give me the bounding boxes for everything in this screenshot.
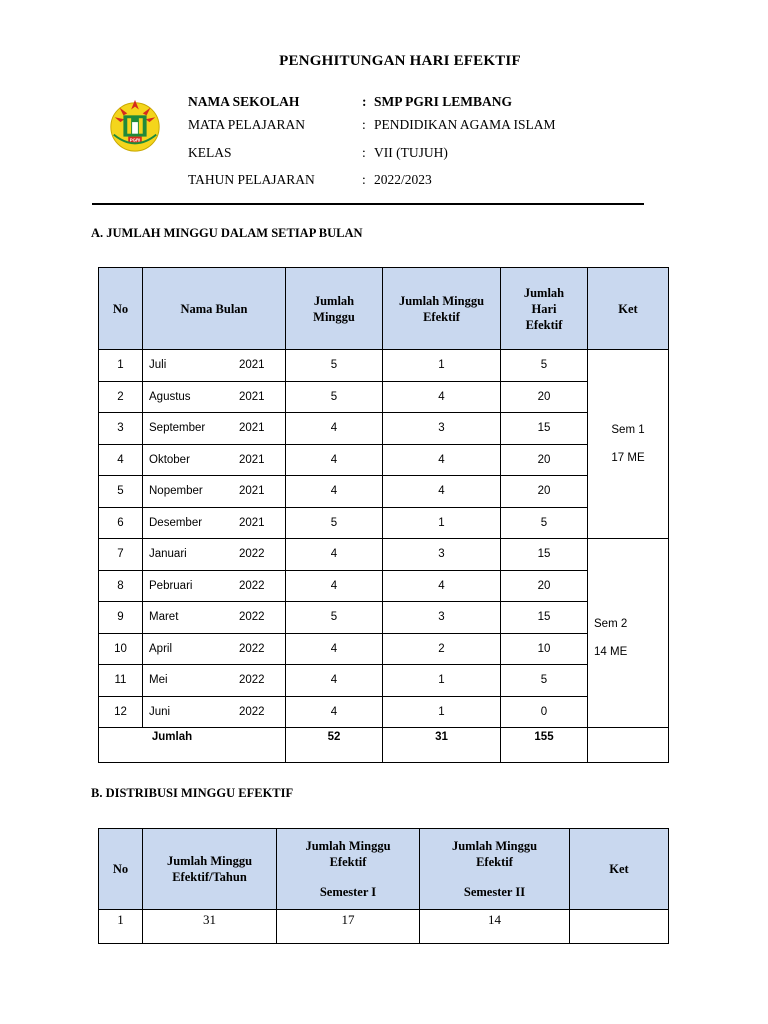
total-row	[99, 728, 669, 763]
cell-no: 11	[99, 665, 143, 697]
header-minggu-efektif: Jumlah Minggu Efektif	[383, 268, 501, 350]
month-year: 2021	[239, 516, 265, 529]
ket-line-1: Sem 1	[611, 424, 645, 436]
cell-hari-efektif: 5	[501, 350, 588, 382]
month-name: Maret	[149, 611, 179, 624]
table-row	[99, 413, 669, 445]
total-label: Jumlah	[99, 728, 286, 763]
cell-no: 2	[99, 381, 143, 413]
cell-no: 9	[99, 602, 143, 634]
cell-hari-efektif: 0	[501, 696, 588, 728]
info-value-year: 2022/2023	[374, 172, 432, 187]
total-hari: 155	[501, 728, 588, 763]
cell-jumlah-minggu: 5	[286, 381, 383, 413]
month-year: 2022	[239, 579, 265, 592]
cell-minggu-efektif: 4	[383, 476, 501, 508]
table-row	[99, 507, 669, 539]
cell-month	[143, 350, 286, 382]
cell-minggu-efektif: 1	[383, 665, 501, 697]
month-year: 2021	[239, 485, 265, 498]
info-value-subject: PENDIDIKAN AGAMA ISLAM	[374, 117, 556, 132]
header-semester-2-bottom: Semester II	[463, 885, 526, 899]
total-efektif: 31	[383, 728, 501, 763]
cell-ket-semester-1	[588, 350, 669, 539]
month-year: 2022	[239, 611, 265, 624]
cell-minggu-efektif: 2	[383, 633, 501, 665]
info-label-class: KELAS	[188, 145, 232, 160]
month-name: September	[149, 422, 206, 435]
table-row	[99, 539, 669, 571]
month-name: Desember	[149, 516, 203, 529]
cell-no: 3	[99, 413, 143, 445]
header-semester-1	[277, 829, 420, 910]
month-year: 2021	[239, 453, 265, 466]
cell-minggu-efektif: 3	[383, 413, 501, 445]
section-a-heading: A. JUMLAH MINGGU DALAM SETIAP BULAN	[91, 226, 363, 240]
info-label-subject: MATA PELAJARAN	[188, 117, 306, 132]
cell-minggu-efektif: 1	[383, 350, 501, 382]
cell-no: 8	[99, 570, 143, 602]
cell-no: 7	[99, 539, 143, 571]
cell-jumlah-minggu: 5	[286, 507, 383, 539]
logo-text: PGRI	[129, 137, 141, 143]
cell-jumlah-minggu: 4	[286, 570, 383, 602]
pgri-logo-icon	[106, 96, 164, 154]
ket-line-1: Sem 2	[594, 618, 628, 630]
cell-ket-semester-2	[588, 539, 669, 728]
cell-jumlah-minggu: 4	[286, 444, 383, 476]
table-header-row	[99, 268, 669, 350]
cell-minggu-efektif: 4	[383, 444, 501, 476]
cell-hari-efektif: 10	[501, 633, 588, 665]
cell-minggu-efektif: 3	[383, 602, 501, 634]
cell-no: 1	[99, 350, 143, 382]
cell-month	[143, 507, 286, 539]
month-year: 2022	[239, 705, 265, 718]
cell-sem1: 17	[277, 910, 420, 944]
cell-hari-efektif: 20	[501, 476, 588, 508]
cell-tahun: 31	[143, 910, 277, 944]
month-name: Oktober	[149, 453, 190, 466]
cell-no: 1	[99, 910, 143, 944]
header-no: No	[99, 268, 143, 350]
cell-hari-efektif: 20	[501, 444, 588, 476]
cell-month	[143, 539, 286, 571]
cell-month	[143, 381, 286, 413]
ket-line-2: 14 ME	[594, 646, 628, 658]
ket-line-2: 17 ME	[611, 452, 645, 464]
table-row	[99, 633, 669, 665]
table-row	[99, 910, 669, 944]
cell-month	[143, 413, 286, 445]
cell-hari-efektif: 15	[501, 413, 588, 445]
cell-minggu-efektif: 1	[383, 507, 501, 539]
cell-jumlah-minggu: 4	[286, 413, 383, 445]
header-ket: Ket	[588, 268, 669, 350]
total-minggu: 52	[286, 728, 383, 763]
header-divider	[92, 203, 644, 205]
header-semester-1-bottom: Semester I	[319, 885, 377, 899]
document-title: PENGHITUNGAN HARI EFEKTIF	[279, 53, 521, 69]
month-year: 2022	[239, 674, 265, 687]
cell-hari-efektif: 5	[501, 507, 588, 539]
cell-no: 5	[99, 476, 143, 508]
table-row	[99, 381, 669, 413]
header-efektif-tahun: Jumlah Minggu Efektif/Tahun	[143, 829, 277, 910]
header-ket: Ket	[570, 829, 669, 910]
cell-jumlah-minggu: 4	[286, 696, 383, 728]
month-name: Mei	[149, 674, 168, 687]
cell-hari-efektif: 5	[501, 665, 588, 697]
header-hari-efektif: Jumlah Hari Efektif	[501, 268, 588, 350]
info-label-year: TAHUN PELAJARAN	[188, 172, 315, 187]
cell-jumlah-minggu: 4	[286, 633, 383, 665]
cell-minggu-efektif: 1	[383, 696, 501, 728]
header-no: No	[99, 829, 143, 910]
cell-month	[143, 633, 286, 665]
cell-month	[143, 665, 286, 697]
table-row	[99, 696, 669, 728]
cell-hari-efektif: 20	[501, 381, 588, 413]
cell-minggu-efektif: 4	[383, 381, 501, 413]
month-name: April	[149, 642, 173, 655]
cell-jumlah-minggu: 5	[286, 350, 383, 382]
cell-jumlah-minggu: 4	[286, 539, 383, 571]
info-label-school: NAMA SEKOLAH	[188, 94, 300, 109]
cell-month	[143, 602, 286, 634]
month-year: 2022	[239, 642, 265, 655]
month-year: 2022	[239, 548, 265, 561]
month-name: Juni	[149, 705, 171, 718]
cell-month	[143, 696, 286, 728]
cell-month	[143, 476, 286, 508]
cell-no: 10	[99, 633, 143, 665]
month-name: Juli	[149, 359, 167, 372]
table-row	[99, 602, 669, 634]
month-name: Pebruari	[149, 579, 193, 592]
total-ket	[588, 728, 669, 763]
cell-jumlah-minggu: 4	[286, 476, 383, 508]
month-name: Januari	[149, 548, 187, 561]
info-colon: :	[362, 172, 366, 187]
cell-jumlah-minggu: 5	[286, 602, 383, 634]
cell-jumlah-minggu: 4	[286, 665, 383, 697]
header-nama-bulan: Nama Bulan	[143, 268, 286, 350]
cell-hari-efektif: 15	[501, 539, 588, 571]
month-name: Nopember	[149, 485, 203, 498]
cell-no: 4	[99, 444, 143, 476]
info-colon: :	[362, 145, 366, 160]
cell-hari-efektif: 20	[501, 570, 588, 602]
month-year: 2021	[239, 422, 265, 435]
header-jumlah-minggu: Jumlah Minggu	[286, 268, 383, 350]
section-b-heading: B. DISTRIBUSI MINGGU EFEKTIF	[91, 786, 294, 800]
table-row	[99, 350, 669, 382]
cell-minggu-efektif: 4	[383, 570, 501, 602]
info-colon: :	[362, 117, 366, 132]
cell-hari-efektif: 15	[501, 602, 588, 634]
table-row	[99, 476, 669, 508]
info-value-class: VII (TUJUH)	[374, 145, 448, 160]
cell-month	[143, 570, 286, 602]
cell-sem2: 14	[420, 910, 570, 944]
cell-ket	[570, 910, 669, 944]
header-semester-1-top: Jumlah Minggu Efektif	[305, 839, 391, 869]
weeks-per-month-table	[98, 267, 669, 763]
month-year: 2021	[239, 390, 265, 403]
table-row	[99, 570, 669, 602]
month-name: Agustus	[149, 390, 191, 403]
cell-no: 6	[99, 507, 143, 539]
table-header-row	[99, 829, 669, 910]
table-row	[99, 444, 669, 476]
info-colon: :	[362, 94, 367, 109]
table-row	[99, 665, 669, 697]
cell-minggu-efektif: 3	[383, 539, 501, 571]
distribution-table	[98, 828, 669, 944]
info-value-school: SMP PGRI LEMBANG	[374, 94, 513, 109]
header-semester-2-top: Jumlah Minggu Efektif	[451, 839, 538, 869]
cell-no: 12	[99, 696, 143, 728]
header-semester-2	[420, 829, 570, 910]
cell-month	[143, 444, 286, 476]
month-year: 2021	[239, 359, 265, 372]
